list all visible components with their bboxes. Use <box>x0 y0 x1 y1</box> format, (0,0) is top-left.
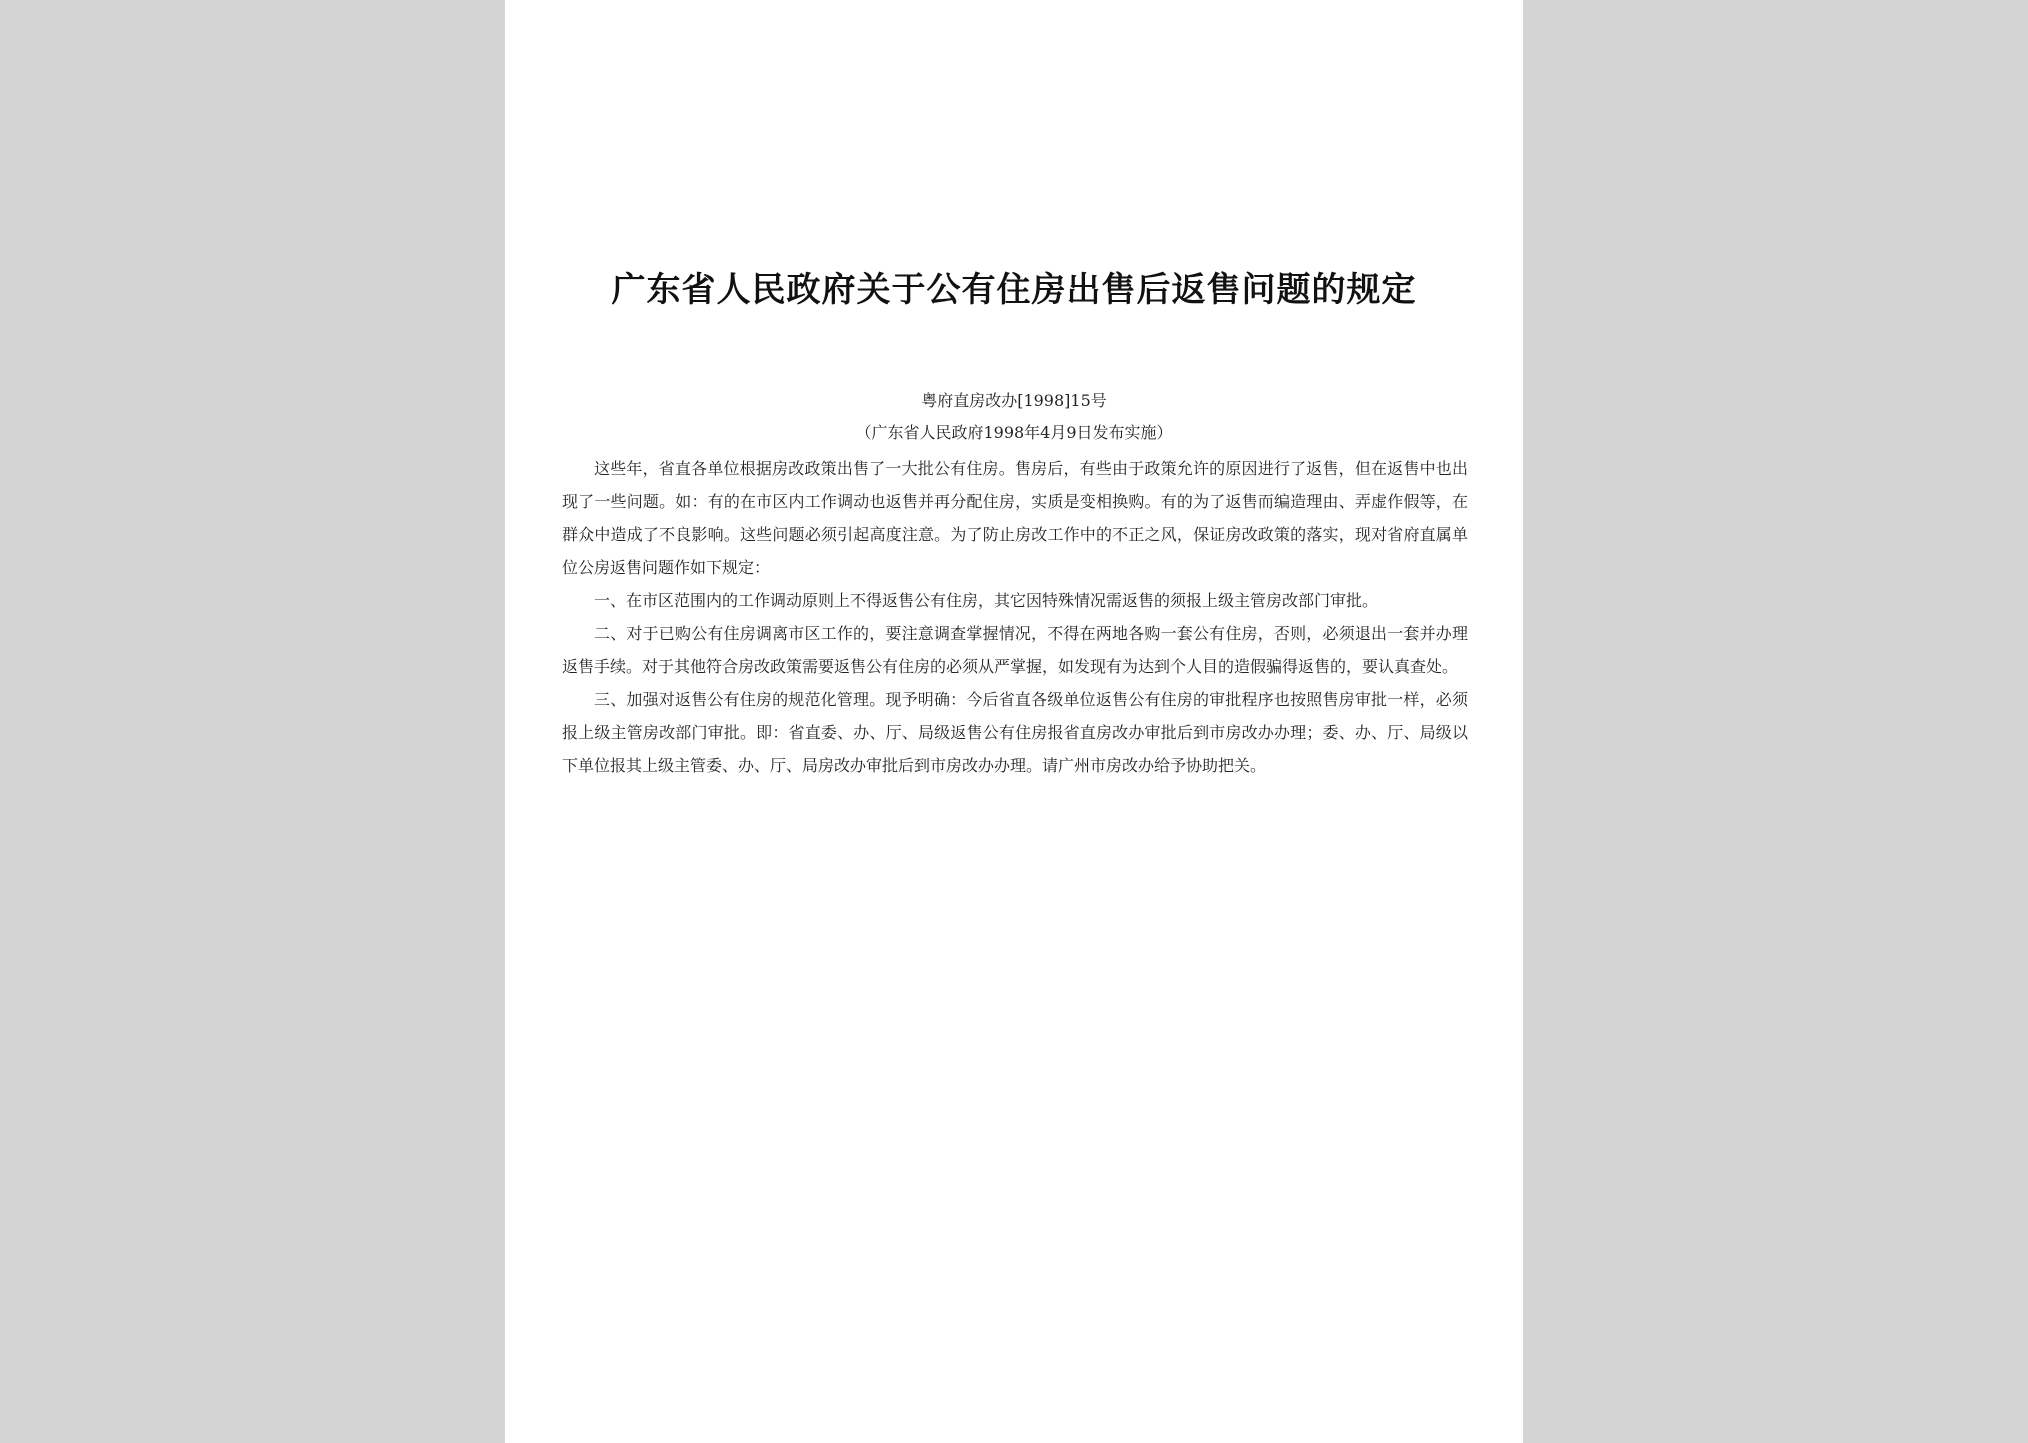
paragraph-intro: 这些年，省直各单位根据房改政策出售了一大批公有住房。售房后，有些由于政策允许的原因进行了返售，但在返售中也出现了一些问题。如：有的在市区内工作调动也返售并再分配住房，实质是变相换购。有的为了返售而编造理由、弄虚作假等，在群众中造成了不良影响。这些问题必须引起高度注意。为了防止房改工作中的不正之风，保证房改政策的落实，现对省府直属单位公房返售问题作如下规定： <box>562 459 1468 577</box>
paragraph-rule-1: 一、在市区范围内的工作调动原则上不得返售公有住房，其它因特殊情况需返售的须报上级主管房改部门审批。 <box>594 591 1379 610</box>
document-number: 粤府直房改办[1998]15号 <box>921 391 1107 410</box>
paragraph-rule-3: 三、加强对返售公有住房的规范化管理。现予明确：今后省直各级单位返售公有住房的审批程序也按照售房审批一样，必须报上级主管房改部门审批。即：省直委、办、厅、局级返售公有住房报省直房改办审批后到市房改办办理；委、办、厅、局级以下单位报其上级主管委、办、厅、局房改办审批后到市房改办办理。请广州市房改办给予协助把关。 <box>562 690 1468 775</box>
paragraph-rule-2: 二、对于已购公有住房调离市区工作的，要注意调查掌握情况，不得在两地各购一套公有住房，否则，必须退出一套并办理返售手续。对于其他符合房改政策需要返售公有住房的必须从严掌握，如发现有为达到个人目的造假骗得返售的，要认真查处。 <box>562 624 1468 676</box>
document-body <box>562 452 1468 782</box>
document-title: 广东省人民政府关于公有住房出售后返售问题的规定 <box>611 270 1417 310</box>
document-page <box>505 0 1523 1443</box>
publication-note: （广东省人民政府1998年4月9日发布实施） <box>855 423 1173 442</box>
